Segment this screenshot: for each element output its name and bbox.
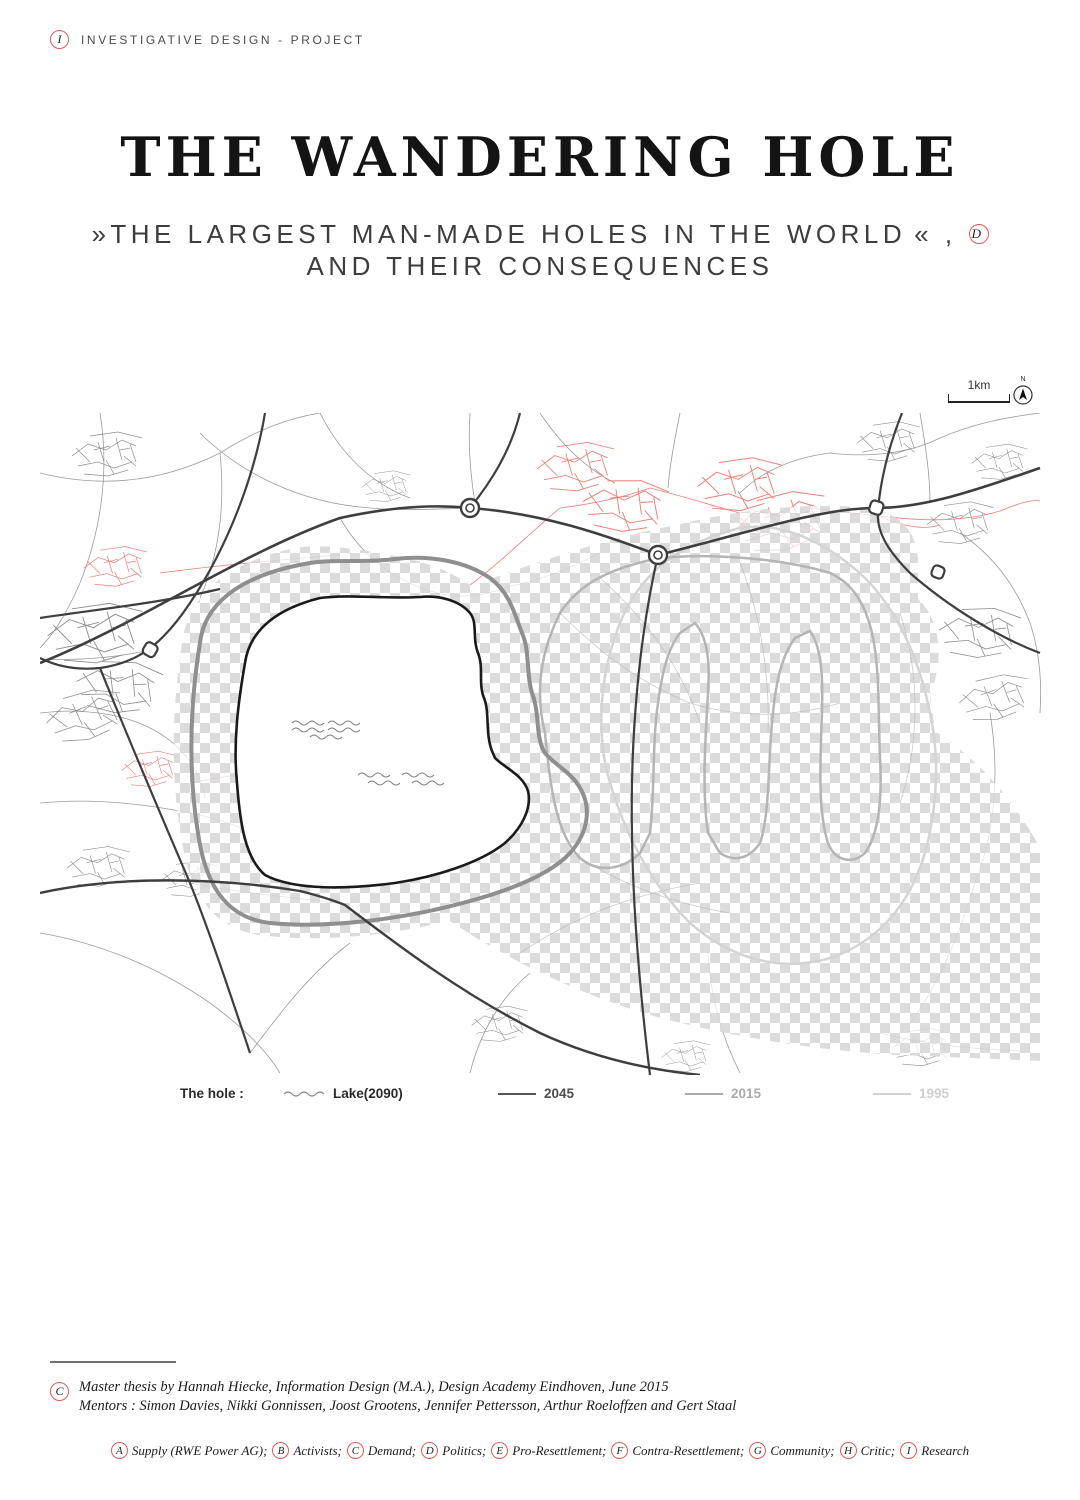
footer-rule <box>50 1361 176 1363</box>
north-arrow-icon <box>1012 376 1034 409</box>
header <box>50 30 365 49</box>
actor-supply: A Supply (RWE Power AG); <box>111 1442 268 1459</box>
actor-demand: C Demand; <box>347 1442 416 1459</box>
scale-bar <box>948 378 1010 403</box>
subtitle-close-quote: « , <box>914 219 957 249</box>
actor-h-badge-icon: H <box>840 1442 857 1459</box>
actor-i-badge-icon: I <box>900 1442 917 1459</box>
colophon-line1: Master thesis by Hannah Hiecke, Information Design (M.A.), Design Academy Eindhoven, June 2015 <box>79 1379 669 1395</box>
page-title: THE WANDERING HOLE <box>120 125 960 189</box>
actor-e-badge-icon: E <box>491 1442 508 1459</box>
actor-activists: B Activists; <box>272 1442 341 1459</box>
colophon-line2: Mentors : Simon Davies, Nikki Gonnissen, Joost Grootens, Jennifer Pettersson, Arthur Roeloffzen and Gert Staal <box>79 1398 737 1414</box>
wavy-line-icon <box>283 1089 325 1099</box>
legend-title: The hole : <box>180 1086 244 1101</box>
actor-contra-resettlement: F Contra-Resettlement; <box>611 1442 744 1459</box>
politics-badge-icon: D <box>969 224 989 244</box>
legend-item-2045: 2045 <box>498 1086 574 1101</box>
north-label: N <box>1020 376 1026 383</box>
actor-a-badge-icon: A <box>111 1442 128 1459</box>
legend-item-lake: Lake(2090) <box>283 1086 403 1101</box>
actor-politics: D Politics; <box>421 1442 486 1459</box>
actor-community: G Community; <box>749 1442 834 1459</box>
demand-badge-icon: C <box>50 1382 69 1401</box>
page-subtitle <box>0 218 1080 282</box>
subtitle-line1: »THE LARGEST MAN-MADE HOLES IN THE WORLD <box>91 219 907 249</box>
actor-c-badge-icon: C <box>347 1442 364 1459</box>
colophon <box>50 1378 736 1416</box>
actors-legend <box>0 1442 1080 1459</box>
actor-b-badge-icon: B <box>272 1442 289 1459</box>
legend-item-1995: 1995 <box>873 1086 949 1101</box>
actor-critic: H Critic; <box>840 1442 896 1459</box>
actor-g-badge-icon: G <box>749 1442 766 1459</box>
research-badge-icon: I <box>50 30 69 49</box>
scale-bar-line <box>948 394 1010 403</box>
subtitle-line2: AND THEIR CONSEQUENCES <box>306 251 774 281</box>
actor-f-badge-icon: F <box>611 1442 628 1459</box>
map-legend <box>0 1086 1080 1108</box>
project-label: INVESTIGATIVE DESIGN - PROJECT <box>81 32 365 47</box>
actor-pro-resettlement: E Pro-Resettlement; <box>491 1442 606 1459</box>
legend-item-2015: 2015 <box>685 1086 761 1101</box>
scale-label: 1km <box>967 378 991 392</box>
actor-research: I Research <box>900 1442 969 1459</box>
mine-map <box>40 413 1045 1075</box>
actor-d-badge-icon: D <box>421 1442 438 1459</box>
